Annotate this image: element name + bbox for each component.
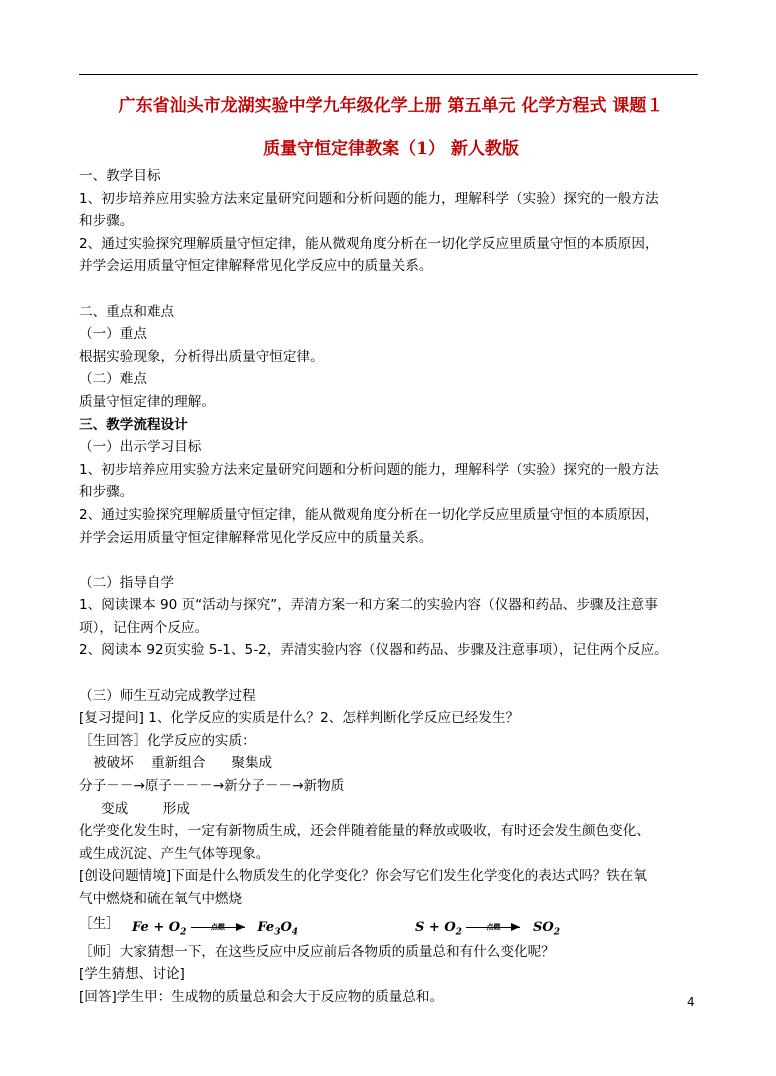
- equation-products: $SO_2$: [533, 919, 560, 938]
- equation-sulfur-combustion: [415, 917, 560, 944]
- body-text-line: ［生回答］化学反应的实质：: [79, 732, 256, 749]
- blank-line: [79, 278, 699, 301]
- speaker-label: ［生］: [79, 915, 120, 932]
- document-body: [79, 165, 699, 1008]
- body-text-line: 并学会运用质量守恒定律解释常见化学反应中的质量关系。: [79, 529, 433, 546]
- reaction-arrow-icon: [191, 921, 253, 931]
- equation-products: $Fe_3O_4$: [257, 919, 299, 938]
- section-heading-bold: 三、教学流程设计: [79, 416, 188, 433]
- body-text-line: 1、阅读课本 90 页“活动与探究”，弄清方案一和方案二的实验内容（仪器和药品、步骤及注意事: [79, 597, 658, 614]
- equation-reactants: $S + O_2$: [415, 919, 462, 938]
- body-text-line: 根据实验现象，分析得出质量守恒定律。: [79, 348, 324, 365]
- section-heading: 一、教学目标: [79, 168, 161, 184]
- body-text-line: 项），记住两个反应。: [79, 619, 209, 636]
- subsection-heading: （一）重点: [79, 326, 147, 343]
- reaction-arrow-icon: [466, 921, 528, 931]
- reaction-process-labels: 被破坏 重新组合 聚集成: [93, 755, 273, 772]
- reaction-condition: 点燃: [210, 921, 225, 931]
- body-text-line: 和步骤。: [79, 484, 134, 501]
- document-title-line-2: 质量守恒定律教案（1） 新人教版: [263, 139, 519, 159]
- body-text-line: [学生猜想、讨论]: [79, 966, 185, 983]
- body-text-line: 化学变化发生时，一定有新物质生成，还会伴随着能量的释放或吸收，有时还会发生颜色变化、: [79, 823, 650, 840]
- body-text-line: [回答]学生甲：生成物的质量总和会大于反应物的质量总和。: [79, 988, 444, 1005]
- blank-line: [79, 549, 699, 572]
- body-text-line: ［师］大家猜想一下，在这些反应中反应前后各物质的质量总和有什么变化呢？: [79, 943, 555, 960]
- document-title-line-1: 广东省汕头市龙湖实验中学九年级化学上册 第五单元 化学方程式 课题１: [118, 96, 664, 116]
- body-text-line: 1、初步培养应用实验方法来定量研究问题和分析问题的能力，理解科学（实验）探究的一般方法: [79, 190, 659, 207]
- body-text-line: [复习提问] 1、化学反应的实质是什么？2、怎样判断化学反应已经发生？: [79, 710, 520, 727]
- body-text-line: 2、阅读本 92页实验 5-1、5-2，弄清实验内容（仪器和药品、步骤及注意事项），记住两个反应。: [79, 642, 668, 659]
- blank-line: [79, 662, 699, 685]
- body-text-line: 或生成沉淀、产生气体等现象。: [79, 845, 270, 862]
- reaction-condition: 点燃: [486, 921, 501, 931]
- header-rule: [79, 74, 698, 75]
- body-text-line: 1、初步培养应用实验方法来定量研究问题和分析问题的能力，理解科学（实验）探究的一般方法: [79, 461, 659, 478]
- subsection-heading: （三）师生互动完成教学过程: [79, 687, 256, 704]
- subsection-heading: （二）指导自学: [79, 574, 175, 591]
- body-text-line: 2、通过实验探究理解质量守恒定律，能从微观角度分析在一切化学反应里质量守恒的本质原因，: [79, 506, 659, 523]
- page-number: 4: [687, 995, 695, 1009]
- body-text-line: 气中燃烧和硫在氧气中燃烧: [79, 891, 243, 907]
- subsection-heading: （一）出示学习目标: [79, 439, 202, 456]
- body-text-line: 和步骤。: [79, 213, 134, 230]
- reaction-process-diagram: 分子－－→原子－－－→新分子－－→新物质: [79, 778, 345, 795]
- equation-iron-combustion: [132, 917, 298, 944]
- chemical-equations-row: [79, 911, 699, 941]
- body-text-line: 并学会运用质量守恒定律解释常见化学反应中的质量关系。: [79, 258, 433, 275]
- reaction-process-labels: 变成 形成: [101, 800, 190, 817]
- body-text-line: [创设问题情境]下面是什么物质发生的化学变化？你会写它们发生化学变化的表达式吗？铁在氧: [79, 868, 647, 885]
- subsection-heading: （二）难点: [79, 371, 147, 388]
- body-text-line: 2、通过实验探究理解质量守恒定律，能从微观角度分析在一切化学反应里质量守恒的本质原因，: [79, 235, 659, 252]
- body-text-line: 质量守恒定律的理解。: [79, 393, 215, 410]
- section-heading: 二、重点和难点: [79, 303, 175, 320]
- equation-reactants: $Fe + O_2$: [132, 919, 187, 938]
